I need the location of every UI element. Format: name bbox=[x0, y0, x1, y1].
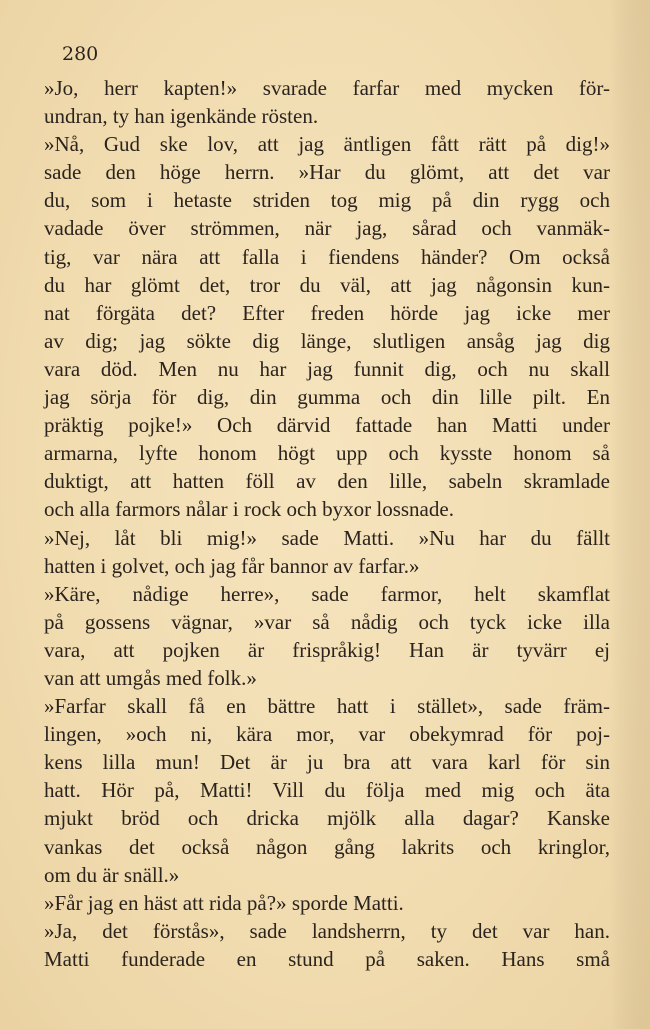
text-line: om du är snäll.» bbox=[44, 862, 180, 887]
text-line: av dig; jag sökte dig länge, slutligen ansåg jag dig bbox=[44, 328, 610, 353]
text-line: Matti funderade en stund på saken. Hans små bbox=[44, 946, 610, 971]
text-line: jag sörja för dig, din gumma och din lille pilt. En bbox=[44, 385, 610, 410]
text-line: på gossens vägnar, »var så nådig och tyck icke illa bbox=[44, 609, 610, 634]
text-line: »Käre, nådige herre», sade farmor, helt skamflat bbox=[44, 581, 610, 606]
text-line: vankas det också någon gång lakrits och kringlor, bbox=[44, 834, 610, 859]
text-line: »Farfar skall få en bättre hatt i stället», sade främ- bbox=[44, 694, 610, 719]
body-text bbox=[44, 74, 610, 973]
text-line: sade den höge herrn. »Har du glömt, att det var bbox=[44, 160, 610, 185]
page-edge-shadow bbox=[610, 0, 650, 1029]
text-line: undran, ty han igenkände rösten. bbox=[44, 104, 319, 129]
text-line: »Får jag en häst att rida på?» sporde Matti. bbox=[44, 890, 404, 915]
text-line: vara, att pojken är frispråkig! Han är tyvärr ej bbox=[44, 637, 610, 662]
text-line: duktigt, att hatten föll av den lille, sabeln skramlade bbox=[44, 469, 610, 494]
text-line: »Nej, låt bli mig!» sade Matti. »Nu har du fällt bbox=[44, 525, 610, 550]
text-line: och alla farmors nålar i rock och byxor lossnade. bbox=[44, 497, 454, 522]
text-line: mjukt bröd och dricka mjölk alla dagar? Kanske bbox=[44, 806, 610, 831]
text-line: tig, var nära att falla i fiendens händer? Om också bbox=[44, 244, 610, 269]
text-line: »Nå, Gud ske lov, att jag äntligen fått rätt på dig!» bbox=[44, 132, 610, 157]
text-line: lingen, »och ni, kära mor, var obekymrad för poj- bbox=[44, 722, 610, 747]
text-line: armarna, lyfte honom högt upp och kysste honom så bbox=[44, 441, 610, 466]
text-line: hatten i golvet, och jag får bannor av farfar.» bbox=[44, 553, 420, 578]
text-line: du har glömt det, tror du väl, att jag någonsin kun- bbox=[44, 272, 610, 297]
text-line: hatt. Hör på, Matti! Vill du följa med mig och äta bbox=[44, 778, 610, 803]
text-line: kens lilla mun! Det är ju bra att vara karl för sin bbox=[44, 750, 610, 775]
text-line: vadade över strömmen, när jag, sårad och vanmäk- bbox=[44, 216, 610, 241]
text-line: nat förgäta det? Efter freden hörde jag icke mer bbox=[44, 300, 610, 325]
text-line: »Ja, det förstås», sade landsherrn, ty det var han. bbox=[44, 918, 610, 943]
text-line: van att umgås med folk.» bbox=[44, 665, 257, 690]
text-line: vara död. Men nu har jag funnit dig, och nu skall bbox=[44, 356, 610, 381]
page-number: 280 bbox=[62, 43, 99, 65]
text-line: »Jo, herr kapten!» svarade farfar med mycken för- bbox=[44, 76, 610, 100]
text-line: präktig pojke!» Och därvid fattade han Matti under bbox=[44, 413, 610, 438]
text-line: du, som i hetaste striden tog mig på din rygg och bbox=[44, 188, 610, 213]
